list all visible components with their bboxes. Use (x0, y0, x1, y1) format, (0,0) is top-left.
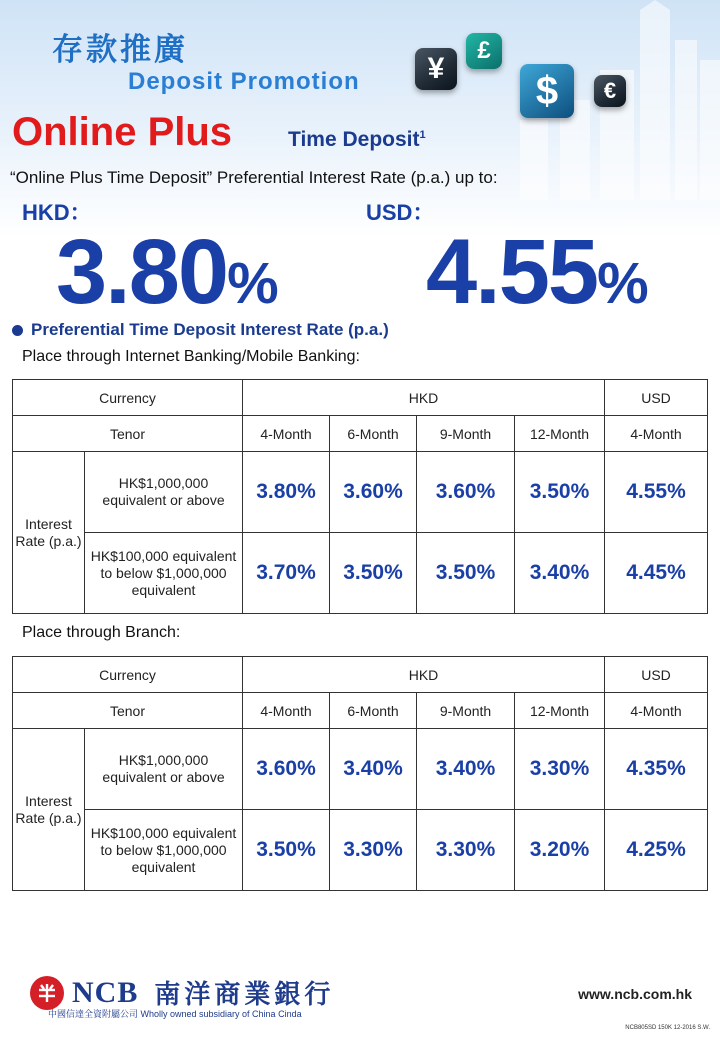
rate-cell: 3.50% (243, 810, 330, 891)
tenor-cell: 4-Month (243, 693, 330, 729)
tenor-header: Tenor (13, 693, 243, 729)
tier-label: HK$100,000 equivalent to below $1,000,000 equivalent (85, 810, 243, 891)
usd-header: USD (605, 657, 708, 693)
rate-cell: 3.30% (417, 810, 515, 891)
table-row (13, 452, 708, 533)
rate-cell: 3.70% (243, 533, 330, 614)
rate-cell: 3.30% (330, 810, 417, 891)
rate-cell: 3.40% (515, 533, 605, 614)
table-row (13, 729, 708, 810)
rate-cell: 3.80% (243, 452, 330, 533)
hkd-header: HKD (243, 380, 605, 416)
promo-title-en: Deposit Promotion (128, 68, 360, 95)
intro-text: “Online Plus Time Deposit” Preferential Interest Rate (p.a.) up to: (10, 168, 498, 187)
rate-cell: 3.60% (417, 452, 515, 533)
tenor-cell: 6-Month (330, 416, 417, 452)
rate-cell: 3.20% (515, 810, 605, 891)
rate-cell: 4.45% (605, 533, 708, 614)
interest-rate-label: Interest Rate (p.a.) (13, 452, 85, 614)
euro-icon: € (594, 75, 626, 107)
usd-header: USD (605, 380, 708, 416)
pound-icon: £ (466, 33, 502, 69)
tenor-cell: 4-Month (243, 416, 330, 452)
promo-title-cn: 存款推廣 (52, 32, 188, 68)
table-row (13, 810, 708, 891)
usd-rate: 4.55% (426, 221, 649, 323)
tenor-cell: 4-Month (605, 693, 708, 729)
hkd-label: HKD： (22, 200, 92, 225)
ncb-logo (30, 974, 334, 1011)
currency-header: Currency (13, 380, 243, 416)
website-link[interactable]: www.ncb.com.hk (578, 986, 692, 1002)
rate-cell: 3.50% (515, 452, 605, 533)
bullet-icon (12, 325, 23, 336)
print-code: NCB805SD 150K 12-2016 S.W. (625, 1025, 710, 1031)
usd-label: USD： (366, 200, 435, 225)
rate-cell: 3.60% (243, 729, 330, 810)
tier-label: HK$1,000,000 equivalent or above (85, 729, 243, 810)
rate-cell: 3.50% (417, 533, 515, 614)
rate-table-online (12, 379, 708, 614)
tenor-cell: 9-Month (417, 416, 515, 452)
rate-cell: 4.55% (605, 452, 708, 533)
section-heading: Preferential Time Deposit Interest Rate (p.a.) (12, 320, 389, 340)
table-label-branch: Place through Branch: (22, 624, 181, 641)
yen-icon: ¥ (415, 48, 457, 90)
tenor-cell: 9-Month (417, 693, 515, 729)
dollar-icon: $ (520, 64, 574, 118)
rate-cell: 3.60% (330, 452, 417, 533)
tenor-header: Tenor (13, 416, 243, 452)
rate-cell: 3.30% (515, 729, 605, 810)
logo-tagline: 中國信達全資附屬公司 Wholly owned subsidiary of China Cinda (48, 1009, 302, 1019)
rate-cell: 4.25% (605, 810, 708, 891)
ncb-logo-icon (30, 976, 64, 1010)
rate-cell: 4.35% (605, 729, 708, 810)
rate-cell: 3.40% (417, 729, 515, 810)
rate-table-branch (12, 656, 708, 891)
tenor-cell: 4-Month (605, 416, 708, 452)
interest-rate-label: Interest Rate (p.a.) (13, 729, 85, 891)
tenor-cell: 12-Month (515, 693, 605, 729)
logo-text-en: NCB (72, 975, 139, 1009)
rate-cell: 3.50% (330, 533, 417, 614)
currency-header: Currency (13, 657, 243, 693)
tier-label: HK$100,000 equivalent to below $1,000,000 equivalent (85, 533, 243, 614)
product-name: Online Plus (12, 110, 233, 154)
hkd-header: HKD (243, 657, 605, 693)
rate-cell: 3.40% (330, 729, 417, 810)
hkd-rate: 3.80% (56, 221, 279, 323)
logo-text-cn: 南洋商業銀行 (154, 980, 335, 1010)
tier-label: HK$1,000,000 equivalent or above (85, 452, 243, 533)
table-label-online: Place through Internet Banking/Mobile Banking: (22, 348, 360, 365)
tenor-cell: 12-Month (515, 416, 605, 452)
product-subtitle: Time Deposit$^1$ (288, 128, 426, 151)
tenor-cell: 6-Month (330, 693, 417, 729)
table-row (13, 533, 708, 614)
footnote-mark: 1 (419, 129, 426, 141)
